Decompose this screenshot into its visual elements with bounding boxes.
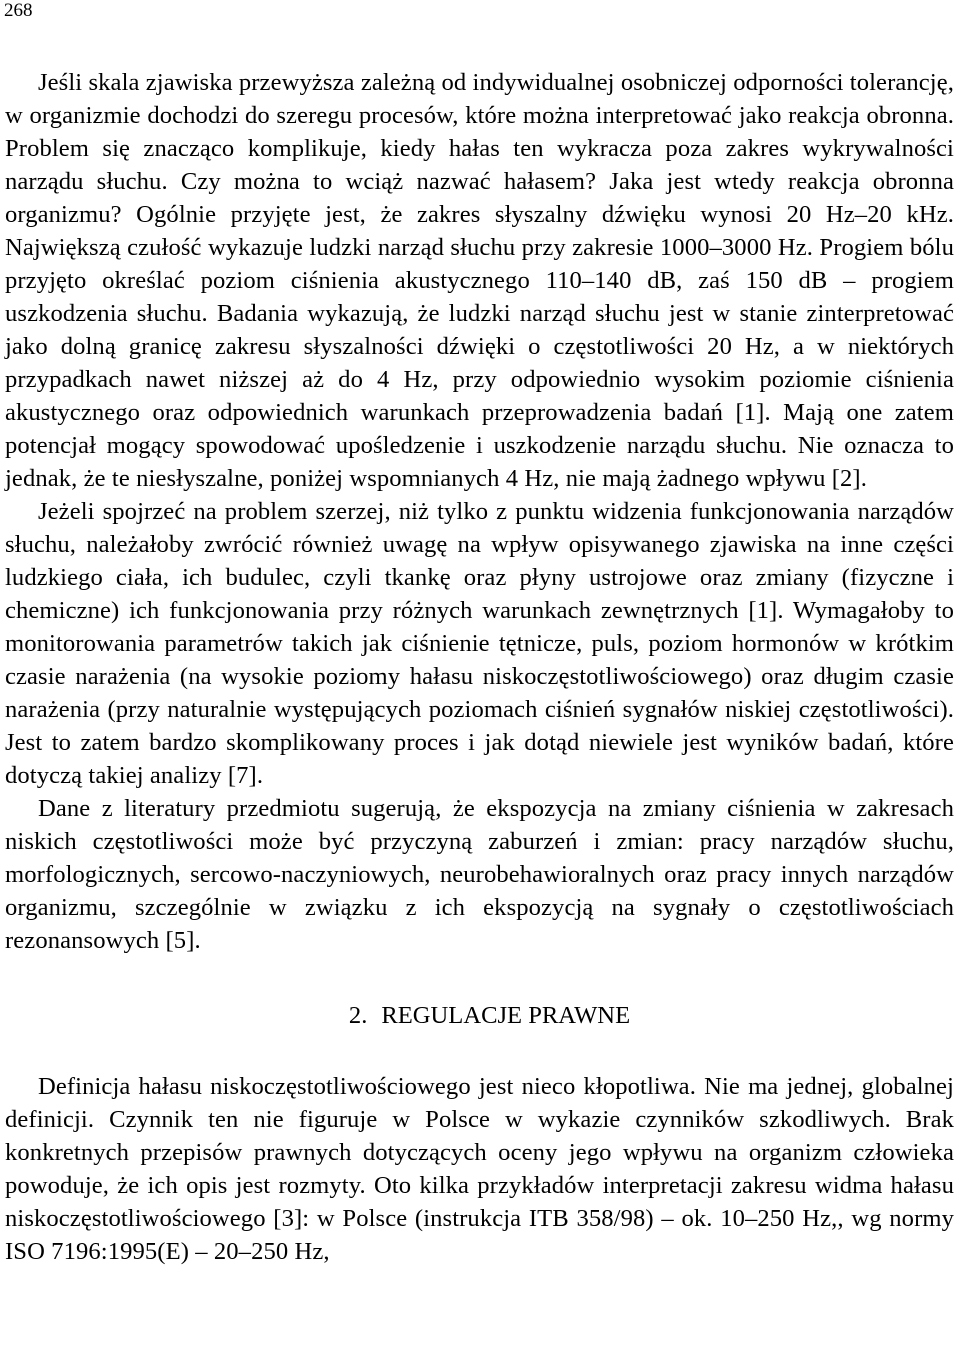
section-number: 2. (348, 1002, 368, 1029)
section-paragraph-1: Definicja hałasu niskoczęstotliwościowego jest nieco kłopotliwa. Nie ma jednej, globalnej definicji. Czynnik ten nie figuruje w Polsce w wykazie czynników szkodliwych. Brak konkretnych przepisów prawnych dotyczących oceny jego wpływu na organizm człowieka powoduje, że ich opis jest rozmyty. Oto kilka przykładów interpretacji zakresu widma hałasu niskoczęstotliwościowego [3]: w Polsce (instrukcja ITB 358/98) – ok. 10–250 Hz,, wg normy ISO 7196:1995(E) – 20–250 Hz, (5, 1073, 954, 1265)
section-heading (5, 999, 954, 1032)
document-body (5, 66, 954, 1268)
page-number: 268 (4, 0, 33, 21)
paragraph-3: Dane z literatury przedmiotu sugerują, że ekspozycja na zmiany ciśnienia w zakresach niskich częstotliwości może być przyczyną zaburzeń i zmian: pracy narządów słuchu, morfologicznych, sercowo-naczyniowych, neurobehawioralnych oraz pracy innych narządów organizmu, szczególnie w związku z ich ekspozycją na sygnały o częstotliwościach rezonansowych [5]. (5, 795, 954, 954)
paragraph-1: Jeśli skala zjawiska przewyższa zależną od indywidualnej osobniczej odporności tolerancję, w organizmie dochodzi do szeregu procesów, które można interpretować jako reakcja obronna. Problem się znacząco komplikuje, kiedy hałas ten wykracza poza zakres wykrywalności narządu słuchu. Czy można to wciąż nazwać hałasem? Jaka jest wtedy reakcja obronna organizmu? Ogólnie przyjęte jest, że zakres słyszalny dźwięku wynosi 20 Hz–20 kHz. Największą czułość wykazuje ludzki narząd słuchu przy zakresie 1000–3000 Hz. Progiem bólu przyjęto określać poziom ciśnienia akustycznego 110–140 dB, zaś 150 dB – progiem uszkodzenia słuchu. Badania wykazują, że ludzki narząd słuchu jest w stanie zinterpretować jako dolną granicę zakresu słyszalności dźwięki o częstotliwości 20 Hz, a w niektórych przypadkach nawet niższej aż do 4 Hz, przy odpowiednio wysokim poziomie ciśnienia akustycznego oraz odpowiednich warunkach przeprowadzenia badań [1]. Mają one zatem potencjał mogący spowodować upośledzenie i uszkodzenie narządu słuchu. Nie oznacza to jednak, że te niesłyszalne, poniżej wspomnianych 4 Hz, nie mają żadnego wpływu [2]. (5, 69, 954, 492)
section-title: REGULACJE PRAWNE (381, 1002, 631, 1029)
paragraph-2: Jeżeli spojrzeć na problem szerzej, niż tylko z punktu widzenia funkcjonowania narządów słuchu, należałoby zwrócić również uwagę na wpływ opisywanego zjawiska na inne części ludzkiego ciała, ich budulec, czyli tkankę oraz płyny ustrojowe oraz zmiany (fizyczne i chemiczne) ich funkcjonowania przy różnych warunkach zewnętrznych [1]. Wymagałoby to monitorowania parametrów takich jak ciśnienie tętnicze, puls, poziom hormonów w krótkim czasie narażenia (na wysokie poziomy hałasu niskoczęstotliwościowego) oraz długim czasie narażenia (przy naturalnie występujących poziomach ciśnień sygnałów niskiej częstotliwości). Jest to zatem bardzo skomplikowany proces i jak dotąd niewiele jest wyników badań, które dotyczą takiej analizy [7]. (5, 498, 954, 789)
